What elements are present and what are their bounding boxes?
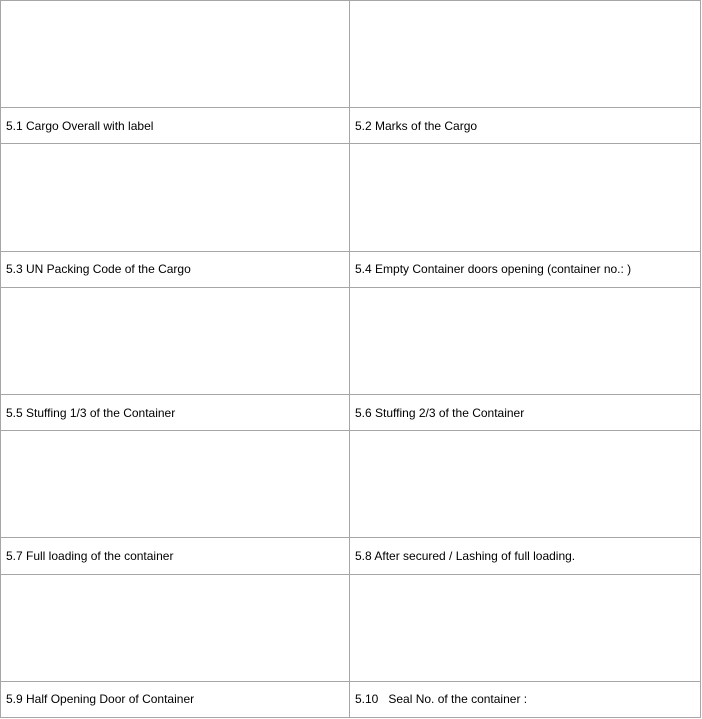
caption-5-8: 5.8 After secured / Lashing of full loading. <box>350 538 701 574</box>
caption-5-6: 5.6 Stuffing 2/3 of the Container <box>350 395 701 431</box>
photo-cell-5-8 <box>350 431 701 538</box>
photo-row <box>1 144 701 251</box>
caption-5-9: 5.9 Half Opening Door of Container <box>1 681 350 717</box>
photo-cell-5-3 <box>1 144 350 251</box>
photo-row <box>1 1 701 108</box>
caption-5-10: 5.10 Seal No. of the container : <box>350 681 701 717</box>
photo-row <box>1 287 701 394</box>
photo-cell-5-1 <box>1 1 350 108</box>
label-row <box>1 108 701 144</box>
photo-row <box>1 431 701 538</box>
photo-cell-5-6 <box>350 287 701 394</box>
photo-cell-5-10 <box>350 574 701 681</box>
label-row <box>1 251 701 287</box>
caption-5-5: 5.5 Stuffing 1/3 of the Container <box>1 395 350 431</box>
label-row <box>1 681 701 717</box>
photo-cell-5-5 <box>1 287 350 394</box>
photo-cell-5-7 <box>1 431 350 538</box>
caption-5-4: 5.4 Empty Container doors opening (container no.: ) <box>350 251 701 287</box>
photo-cell-5-2 <box>350 1 701 108</box>
caption-5-1: 5.1 Cargo Overall with label <box>1 108 350 144</box>
photo-cell-5-4 <box>350 144 701 251</box>
caption-5-3: 5.3 UN Packing Code of the Cargo <box>1 251 350 287</box>
caption-5-2: 5.2 Marks of the Cargo <box>350 108 701 144</box>
photo-cell-5-9 <box>1 574 350 681</box>
caption-5-7: 5.7 Full loading of the container <box>1 538 350 574</box>
label-row <box>1 395 701 431</box>
label-row <box>1 538 701 574</box>
photo-row <box>1 574 701 681</box>
